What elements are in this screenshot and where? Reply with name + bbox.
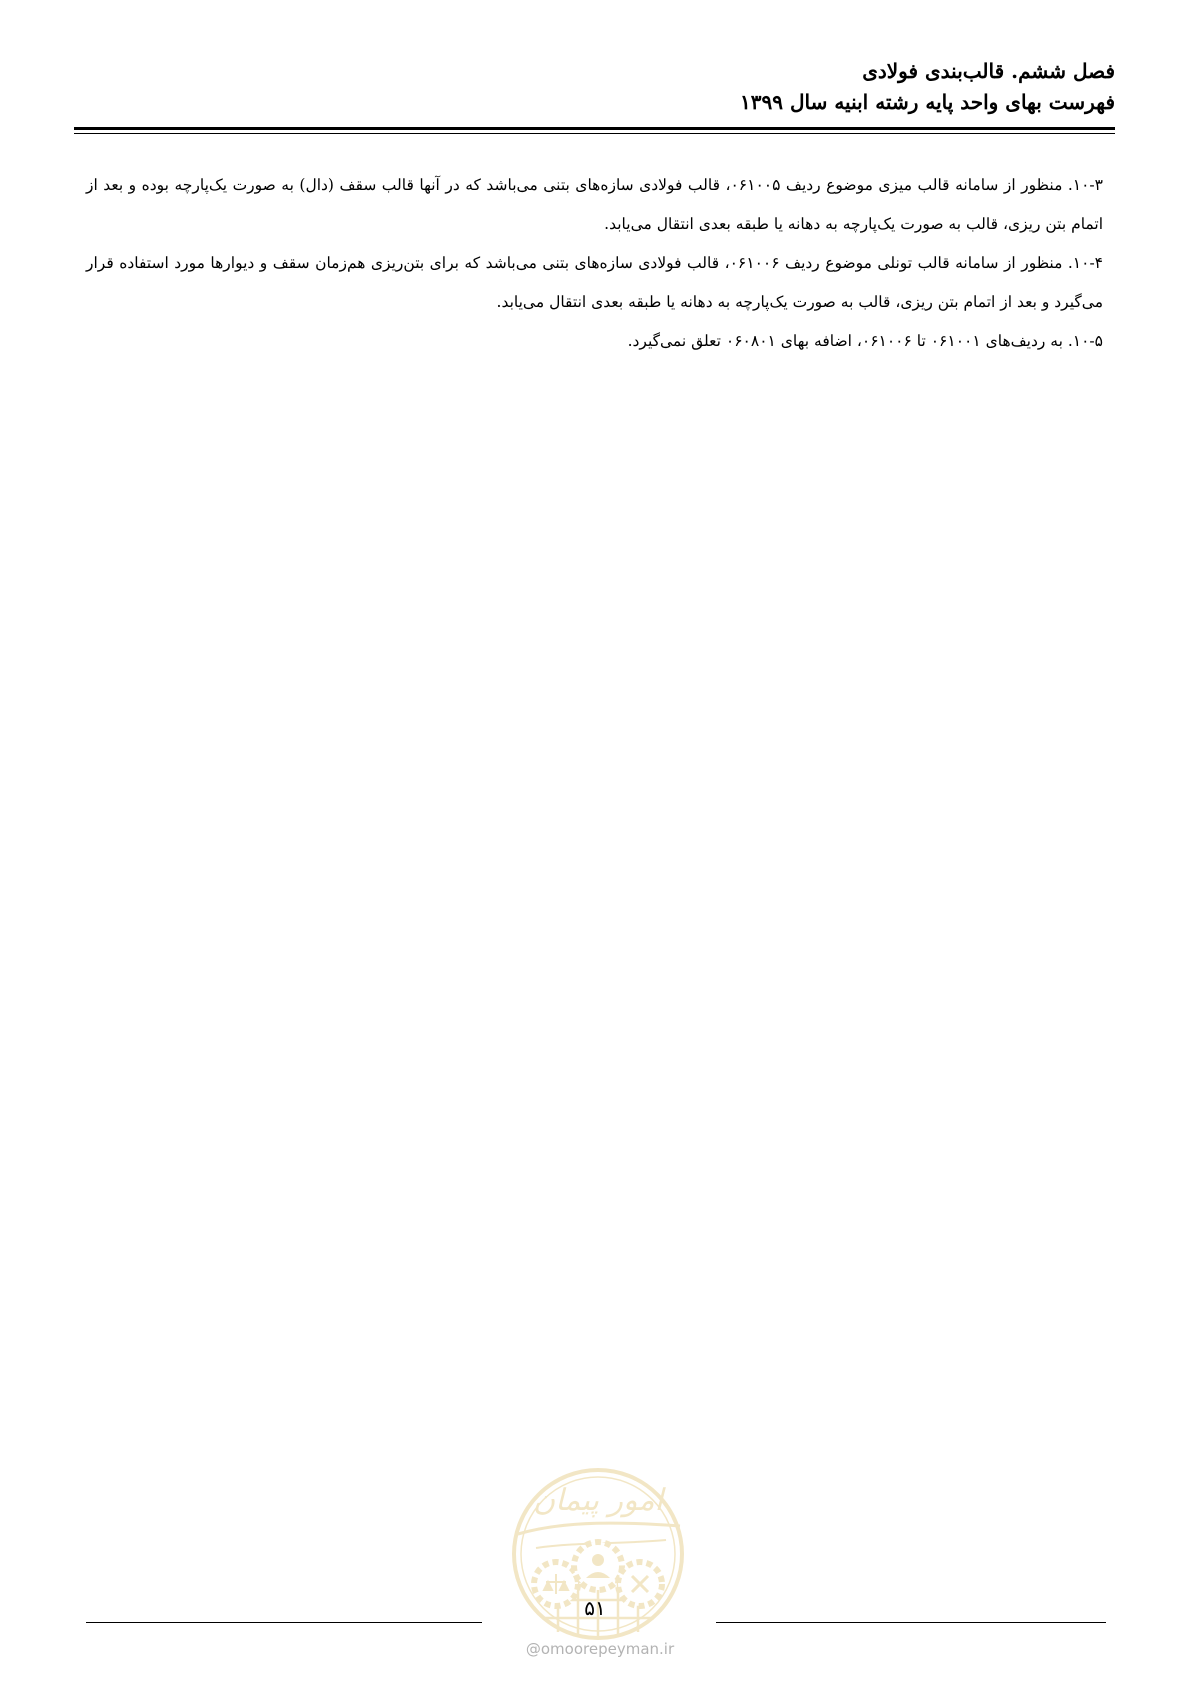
header-rule-thin xyxy=(74,133,1115,134)
paragraph-10-3: ۱۰-۳. منظور از سامانه قالب میزی موضوع ردیف ۰۶۱۰۰۵، قالب فولادی سازه‌های بتنی می‌باشد که در آنها قالب سقف (دال) به صورت یک‌پارچه بوده و بعد از اتمام بتن ریزی، قالب به صورت یک‌پارچه به دهانه یا طبقه بعدی انتقال می‌یابد. xyxy=(86,176,1103,233)
header-rule-thick xyxy=(74,127,1115,130)
page-header xyxy=(74,56,1115,118)
page-number: ۵۱ xyxy=(584,1596,606,1620)
chapter-title: فصل ششم. قالب‌بندی فولادی xyxy=(862,59,1115,83)
body-text xyxy=(86,166,1103,361)
paragraph-10-5: ۱۰-۵. به ردیف‌های ۰۶۱۰۰۱ تا ۰۶۱۰۰۶، اضافه بهای ۰۶۰۸۰۱ تعلق نمی‌گیرد. xyxy=(627,332,1103,350)
document-title: فهرست بهای واحد پایه رشته ابنیه سال ۱۳۹۹ xyxy=(740,90,1115,114)
people-icon xyxy=(574,1542,622,1590)
paragraph-10-4: ۱۰-۴. منظور از سامانه قالب تونلی موضوع ردیف ۰۶۱۰۰۶، قالب فولادی سازه‌های بتنی می‌باشد که برای بتن‌ریزی هم‌زمان سقف و دیوارها مورد استفاده قرار می‌گیرد و بعد از اتمام بتن ریزی، قالب به صورت یک‌پارچه به دهانه یا طبقه بعدی انتقال می‌یابد. xyxy=(86,254,1104,311)
footer-rule-right xyxy=(716,1622,1106,1623)
website-watermark: @omoorepeyman.ir xyxy=(525,1640,675,1658)
footer-rule-left xyxy=(86,1622,482,1623)
watermark-script: امور پیمان xyxy=(533,1483,663,1518)
